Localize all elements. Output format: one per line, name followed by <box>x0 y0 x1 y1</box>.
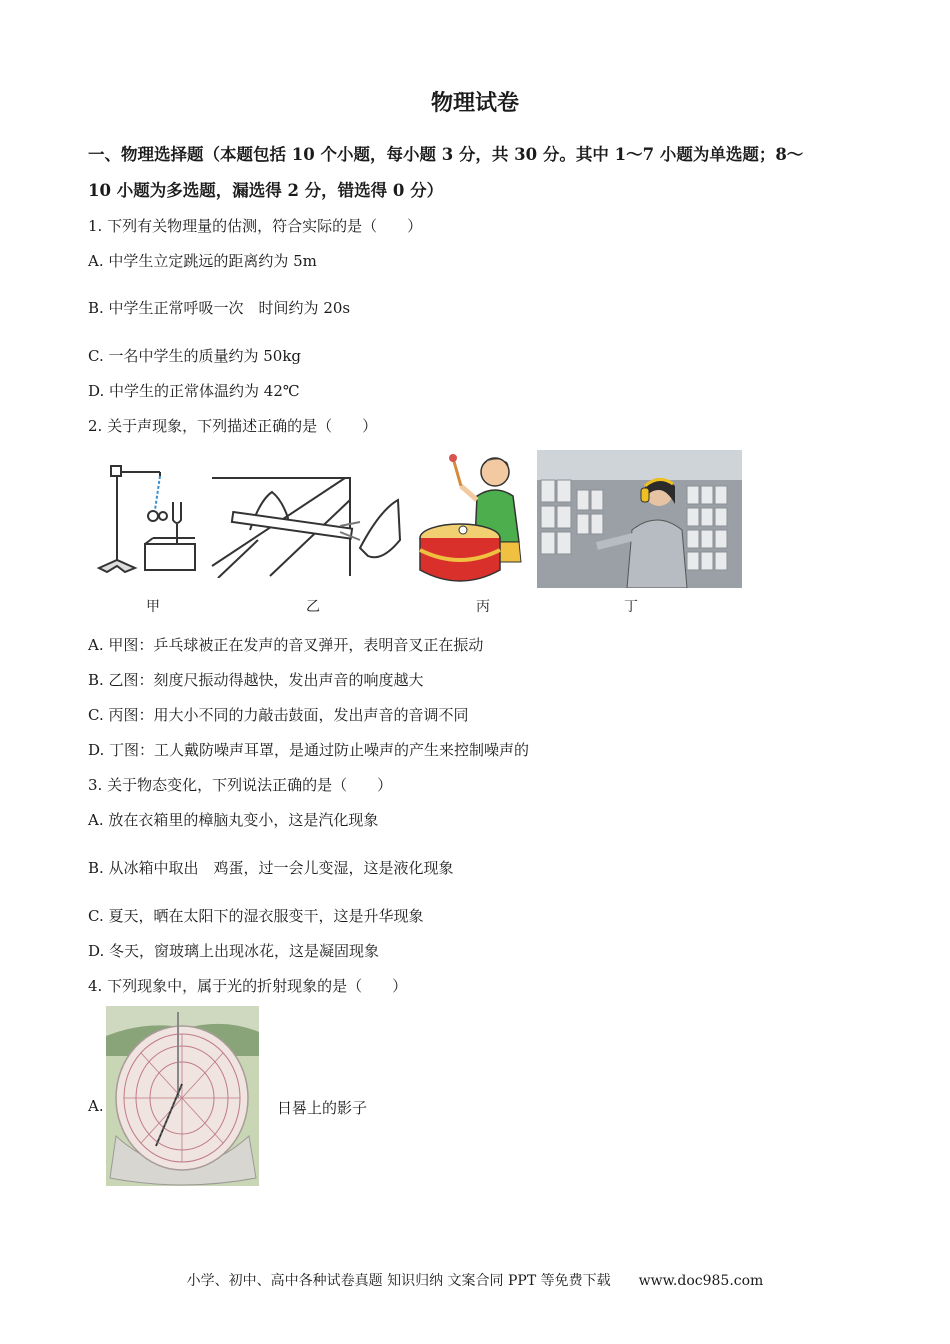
q2-option-b: B. 乙图：刻度尺振动得越快，发出声音的响度越大 <box>88 671 424 689</box>
drum-boy-figure <box>415 450 527 585</box>
q2-option-a: A. 甲图：乒乓球被正在发声的音叉弹开，表明音叉正在振动 <box>88 636 484 654</box>
q3-option-d: D. 冬天，窗玻璃上出现冰花，这是凝固现象 <box>88 942 380 960</box>
figure-caption-yi: 乙 <box>306 599 320 615</box>
q3-option-a: A. 放在衣箱里的樟脑丸变小，这是汽化现象 <box>88 811 379 829</box>
tuning-fork-figure <box>95 462 200 577</box>
sundial-photo <box>106 1006 259 1186</box>
page-title: 物理试卷 <box>430 90 519 116</box>
q1-option-a: A. 中学生立定跳远的距离约为 5m <box>88 252 317 270</box>
q1-option-c: C. 一名中学生的质量约为 50kg <box>88 347 302 365</box>
q4-option-a-text: 日晷上的影子 <box>277 1099 368 1117</box>
q3-option-c: C. 夏天，晒在太阳下的湿衣服变干，这是升华现象 <box>88 907 424 925</box>
q2-option-d: D. 丁图：工人戴防噪声耳罩，是通过防止噪声的产生来控制噪声的 <box>88 741 530 759</box>
q3-option-b: B. 从冰箱中取出 鸡蛋，过一会儿变湿，这是液化现象 <box>88 859 454 877</box>
factory-worker-photo <box>537 450 742 588</box>
q1-option-d: D. 中学生的正常体温约为 42℃ <box>88 382 300 400</box>
q1-option-b: B. 中学生正常呼吸一次 时间约为 20s <box>88 299 351 317</box>
q2-option-c: C. 丙图：用大小不同的力敲击鼓面，发出声音的音调不同 <box>88 706 469 724</box>
figure-caption-ding: 丁 <box>624 599 638 615</box>
q1-stem: 1. 下列有关物理量的估测，符合实际的是（ ） <box>88 217 423 235</box>
q2-stem: 2. 关于声现象，下列描述正确的是（ ） <box>88 417 378 435</box>
q4-option-a-label: A. <box>88 1097 104 1115</box>
section-heading-line1: 一、物理选择题（本题包括 10 个小题，每小题 3 分，共 30 分。其中 1～7 小题为单选题；8～ <box>88 145 804 164</box>
figure-caption-jia: 甲 <box>146 599 160 615</box>
section-heading-line2: 10 小题为多选题，漏选得 2 分，错选得 0 分） <box>88 181 444 200</box>
q4-stem: 4. 下列现象中，属于光的折射现象的是（ ） <box>88 977 408 995</box>
page-footer: 小学、初中、高中各种试卷真题 知识归纳 文案合同 PPT 等免费下载 www.doc985.com <box>186 1273 764 1289</box>
q3-stem: 3. 关于物态变化，下列说法正确的是（ ） <box>88 776 393 794</box>
ruler-table-figure <box>210 470 405 578</box>
figure-caption-bing: 丙 <box>476 599 490 615</box>
